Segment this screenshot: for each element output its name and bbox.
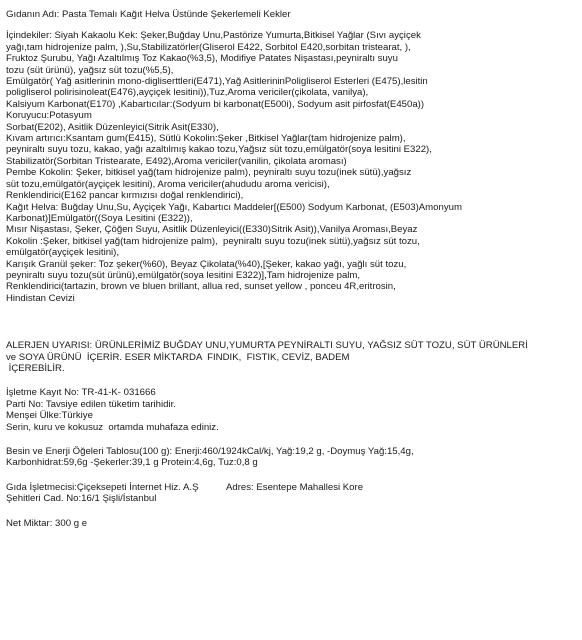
allergen-line: ve SOYA ÜRÜNÜ İÇERİR. ESER MİKTARDA FINDIK, FISTIK, CEVİZ, BADEM [6,351,350,363]
label-document [6,0,576,529]
ingredients-line: peyniraltı suyu tozu, kakao, yağı azaltılmış kakao tozu,Yağsız süt tozu,emülgatör(soya lesitini E322), [6,144,432,156]
food-operator: Gıda İşletmecisi:Çiçeksepeti İnternet Hiz. A.Ş [6,481,199,493]
allergen-warning [6,340,576,374]
net-weight: Net Miktar: 300 g e [6,517,88,529]
business-info [6,482,576,505]
ingredients-line: peyniraltı suyu tozu(süt ürünü),emülgatör(soya lesitini E322)],Tam hidrojenize palm, [6,269,361,281]
info-line: Menşei Ülke:Türkiye [6,410,93,422]
ingredients-line: İçindekiler: Siyah Kakaolu Kek: Şeker,Buğday Unu,Pastörize Yumurta,Bitkisel Yağlar (Sıvı ayçiçek [6,30,421,42]
ingredients-line: Kağıt Helva: Buğday Unu,Su, Ayçiçek Yağı, Kabartıcı Maddeler[(E500) Sodyum Karbonat, (E503)Amonyum [6,201,462,213]
info-line: Parti No: Tavsiye edilen tüketim tarihidir. [6,398,176,410]
ingredients-line: Renklendirici(tartazin, brown ve bluen brillant, allua red, sunset yellow , ponceu 4R,eritrosin, [6,281,396,293]
ingredients-line: Karbonat)]Emülgatör((Soya Lesitini (E322)), [6,212,193,224]
nutrition-line: Besin ve Enerji Öğeleri Tablosu(100 g): Enerji:460/1924kCal/kj, Yağ:19,2 g, -Doymuş Yağ:15,4g, [6,446,414,457]
registration-info [6,387,576,433]
ingredients-line: tozu (süt ürünü), yağsız süt tozu(%5,5), [6,64,174,76]
ingredients-line: Mısır Nişastası, Şeker, Çöğen Suyu, Asitlik Düzenleyici((E330)Sitrik Asit)),Vanilya Aroması,Beyaz [6,224,418,236]
info-line: Serin, kuru ve kokusuz ortamda muhafaza ediniz. [6,421,219,433]
allergen-line: ALERJEN UYARISI: ÜRÜNLERİMİZ BUĞDAY UNU,YUMURTA PEYNİRALTI SUYU, YAĞSIZ SÜT TOZU, SÜT ÜRÜNLERİ [6,340,528,352]
ingredients-line: emülgatör(ayçiçek lesitini), [6,247,120,259]
address-line-2: Şehitleri Cad. No:16/1 Şişli/İstanbul [6,493,157,505]
ingredients-line: yağı,tam hidrojenize palm, ),Su,Stabilizatörler(Gliserol E422, Sorbitol E420,sorbitan tristearat, ), [6,41,411,53]
ingredients-line: Sorbat(E202), Asitlik Düzenleyici(Sitrik Asit(E330), [6,121,219,133]
product-name: Gıdanın Adı: Pasta Temalı Kağıt Helva Üstünde Şekerlemeli Kekler [6,9,291,20]
address: Adres: Esentepe Mahallesi Kore [226,481,364,493]
allergen-line: İÇEREBİLİR. [6,362,65,374]
ingredients-block [6,30,576,304]
ingredients-line: Kokolin :Şeker, bitkisel yağ(tam hidrojenize palm), peyniraltı suyu tozu(inek sütü),yağsız süt tozu, [6,235,420,247]
ingredients-line: Fruktoz Şurubu, Yağı Azaltılmış Toz Kakao(%3,5), Modifiye Patates Nişastası,peyniraltı suyu [6,53,398,65]
ingredients-line: Renklendirici(E162 pancar kırmızısı doğal renklendirici), [6,190,244,202]
ingredients-line: Pembe Kokolin: Şeker, bitkisel yağ(tam hidrojenize palm), peyniraltı suyu tozu(inek sütü),yağsız [6,167,412,179]
ingredients-line: Kalsiyum Karbonat(E170) ,Kabartıcılar:(Sodyum bi karbonat(E500i), Sodyum asit pirfosfat(E450a)) [6,98,425,110]
nutrition-line: Karbonhidrat:59,6g -Şekerler:39,1 g Protein:4,6g, Tuz:0,8 g [6,457,258,469]
ingredients-line: poligliserol polirisinoleat(E476),ayçiçek lesitini)),Tuz,Aroma vericiler(çikolata, vanilya), [6,87,369,99]
ingredients-line: Emülgatör( Yağ asitlerinin mono-digliserttleri(E471),Yağ AsitlerininPoligliserol Esterleri (E475),lesitin [6,76,428,88]
ingredients-line: Karışık Granül şeker: Toz şeker(%60), Beyaz Çikolata(%40),[Şeker, kakao yağı, yağlı süt tozu, [6,258,407,270]
nutrition-facts [6,446,576,469]
info-line: İşletme Kayıt No: TR-41-K- 031666 [6,387,156,399]
ingredients-line: Kıvam artırıcı:Ksantam gum(E415), Sütlü Kokolin:Şeker ,Bitkisel Yağlar(tam hidrojenize palm), [6,133,406,145]
ingredients-line: Koruyucu:Potasyum [6,110,92,122]
ingredients-line: Hindistan Cevizi [6,292,75,304]
ingredients-line: süt tozu,emülgatör(ayçiçek lesitini), Aroma vericiler(ahududu aroma vericisi), [6,178,330,190]
ingredients-line: Stabilizatör(Sorbitan Tristearate, E492),Aroma vericiler(vanilin, çikolata aroması) [6,155,347,167]
